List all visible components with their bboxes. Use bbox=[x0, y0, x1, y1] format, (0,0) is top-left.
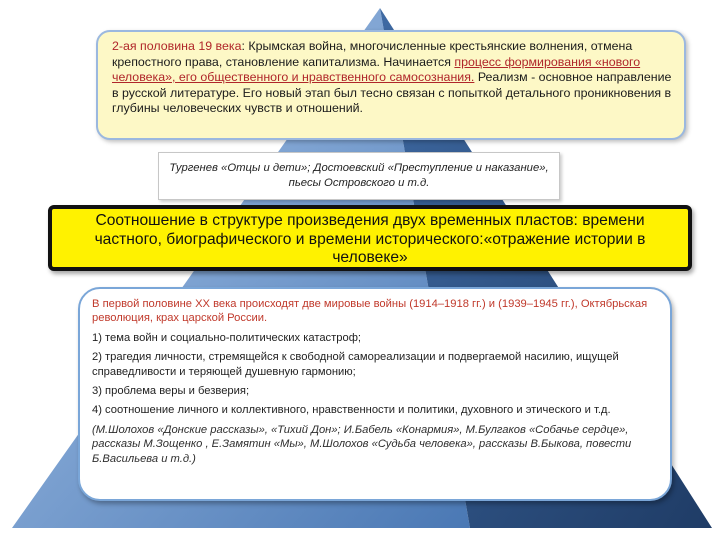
era-label: 2-ая половина 19 века bbox=[112, 39, 242, 53]
central-thesis-box bbox=[48, 205, 692, 271]
era-20th-intro: В первой половине XX века происходят две мировые войны (1914–1918 гг.) и (1939–1945 гг.), Октябрьская революция, крах царской России. bbox=[92, 298, 648, 325]
works-19th-century-box bbox=[158, 152, 560, 200]
central-thesis-text: Соотношение в структуре произведения двух временных пластов: времени частного, биографического и времени исторического:«отражение истории в человеке» bbox=[94, 212, 646, 266]
era-19th-century-box bbox=[96, 30, 686, 140]
era-text-b: Реализм - основное направление в русской литературе. Его новый этап был тесно связан с попыткой детального проникновения в глубины человеческих чувств и отношений. bbox=[112, 70, 672, 115]
theme-item-3: 3) проблема веры и безверия; bbox=[92, 385, 250, 398]
era-20th-century-box bbox=[78, 287, 672, 501]
works-20th-text: (М.Шолохов «Донские рассказы», «Тихий Дон»; И.Бабель «Конармия», М.Булгаков «Собачье сердце», рассказы М.Зощенко , Е.Замятин «Мы», М.Шолохов «Судьба человека», рассказы В.Быкова, повести Б.Васильева и т.д.) bbox=[92, 423, 632, 465]
works-19th-text: Тургенев «Отцы и дети»; Достоевский «Преступление и наказание», пьесы Островского и т.д. bbox=[169, 162, 549, 189]
theme-item-4: 4) соотношение личного и коллективного, нравственности и политики, духовного и этического и т.д. bbox=[92, 404, 611, 417]
theme-item-1: 1) тема войн и социально-политических катастроф; bbox=[92, 331, 362, 344]
theme-item-2: 2) трагедия личности, стремящейся к свободной самореализации и подвергаемой насилию, ищущей справедливости и теряющей душевную гармонию; bbox=[92, 351, 619, 378]
era-text-a: : Крымская война, многочисленные крестьянские волнения, отмена крепостного права, становление капитализма. Начинается bbox=[112, 39, 633, 69]
era-highlight: процесс формирования «нового человека», его общественного и нравственного самосознания. bbox=[112, 54, 641, 84]
